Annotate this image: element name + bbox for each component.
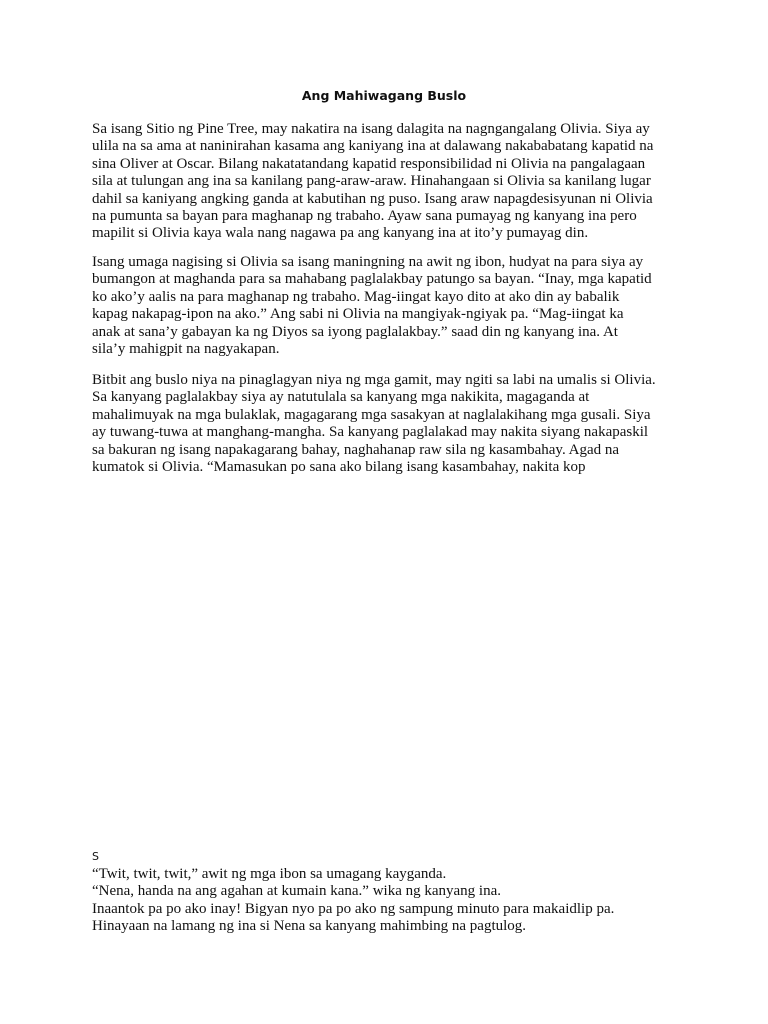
paragraph-line: Sa kanyang paglalakbay siya ay natutulala sa kanyang mga nakikita, magaganda at xyxy=(92,389,590,406)
paragraph-line: bumangon at maghanda para sa mahabang paglalakbay patungo sa bayan. “Inay, mga kapatid xyxy=(92,271,652,288)
paragraph-line: ay tuwang-tuwa at manghang-mangha. Sa kanyang paglalakad may nakita siyang nakapaskil xyxy=(92,424,649,441)
section-marker: S xyxy=(92,850,99,863)
paragraph-line: ulila na sa ama at naninirahan kasama ang kaniyang ina at dalawang nakababatang kapatid na xyxy=(92,138,654,155)
paragraph-3 xyxy=(92,372,682,476)
paragraph-line: na pumunta sa bayan para maghanap ng trabaho. Ayaw sana pumayag ng kanyang ina pero xyxy=(92,208,637,225)
paragraph-line: sila’y mahigpit na nagyakapan. xyxy=(92,341,280,358)
paragraph-line: Sa isang Sitio ng Pine Tree, may nakatira na isang dalagita na nagngangalang Olivia. Siya ay xyxy=(92,121,650,137)
dialogue-line: “Nena, handa na ang agahan at kumain kana.” wika ng kanyang ina. xyxy=(92,883,501,900)
document-title: Ang Mahiwagang Buslo xyxy=(301,88,467,103)
paragraph-line: kapag nakapag-ipon na ako.” Ang sabi ni Olivia na mangiyak-ngiyak pa. “Mag-iingat ka xyxy=(92,306,624,323)
paragraph-line: sina Oliver at Oscar. Bilang nakatatandang kapatid responsibilidad ni Olivia na pangalagaan xyxy=(92,155,646,172)
paragraph-line: mahalimuyak na mga bulaklak, magagarang mga sasakyan at naglalakihang mga gusali. Siya xyxy=(92,406,651,423)
paragraph-2 xyxy=(92,254,682,358)
paragraph-line: kumatok si Olivia. “Mamasukan po sana ako bilang isang kasambahay, nakita kop xyxy=(92,459,586,476)
dialogue-line: Hinayaan na lamang ng ina si Nena sa kanyang mahimbing na pagtulog. xyxy=(92,918,527,935)
paragraph-line: dahil sa kaniyang angking ganda at kabutihan ng puso. Isang araw napagdesisyunan ni Olivia xyxy=(92,190,653,207)
paragraph-line: sa bakuran ng isang napakagarang bahay, naghahanap raw sila ng kasambahay. Agad na xyxy=(92,441,620,458)
paragraph-line: mapilit si Olivia kaya wala nang nagawa pa ang kanyang ina at ito’y pumayag din. xyxy=(92,225,589,242)
bottom-section xyxy=(92,849,682,936)
paragraph-line: Isang umaga nagising si Olivia sa isang maningning na awit ng ibon, hudyat na para siya ay xyxy=(92,254,644,270)
paragraph-1 xyxy=(92,121,682,243)
dialogue-line: “Twit, twit, twit,” awit ng mga ibon sa umagang kayganda. xyxy=(92,866,447,882)
dialogue-line: Inaantok pa po ako inay! Bigyan nyo pa po ako ng sampung minuto para makaidlip pa. xyxy=(92,900,615,917)
paragraph-line: Bitbit ang buslo niya na pinaglagyan niya ng mga gamit, may ngiti sa labi na umalis si Olivia. xyxy=(92,372,656,388)
paragraph-line: anak at sana’y gabayan ka ng Diyos sa iyong paglalakbay.” saad din ng kanyang ina. At xyxy=(92,323,618,340)
paragraph-line: ko ako’y aalis na para maghanap ng trabaho. Mag-iingat kayo dito at ako din ay babalik xyxy=(92,288,620,305)
paragraph-line: sila at tulungan ang ina sa kanilang pang-araw-araw. Hinahangaan si Olivia sa kanilang lugar xyxy=(92,173,651,190)
